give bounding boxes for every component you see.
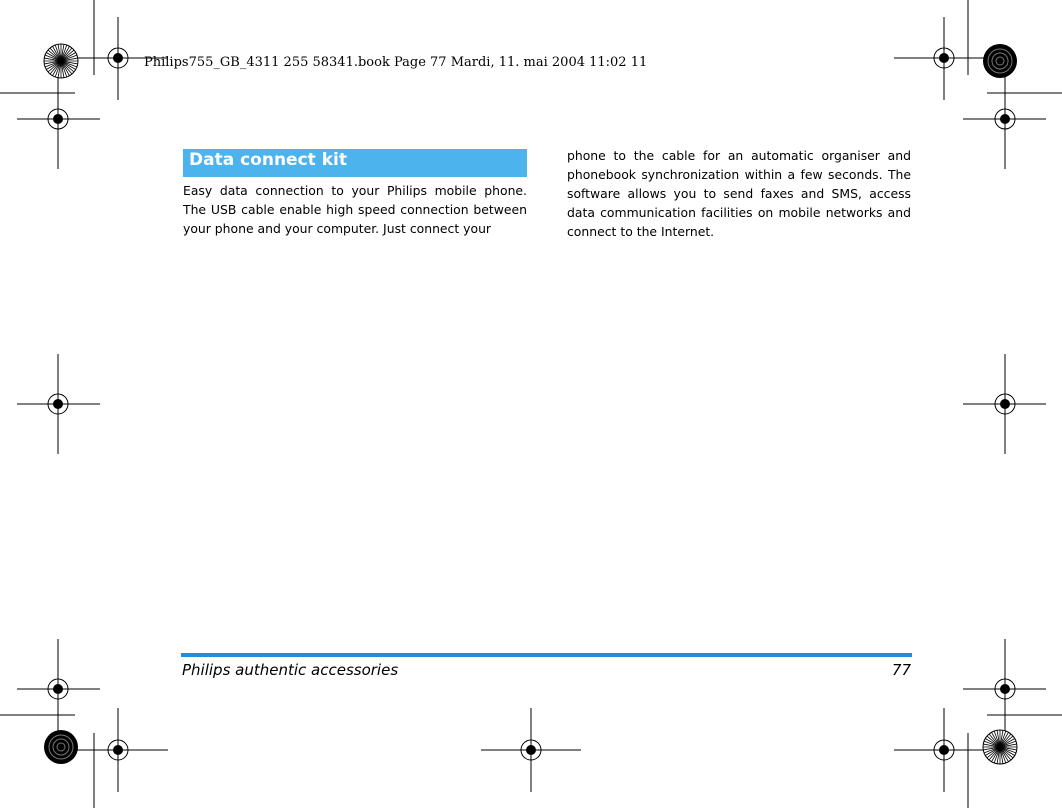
page-number: 77 (891, 661, 911, 679)
body-text-right-column: phone to the cable for an automatic organiser and phonebook synchronization within a few seconds. The software allows you to send faxes and SMS, access data communication facilities on mobile networks and connect to the Internet. (567, 148, 911, 239)
concentric-target-icon (44, 730, 78, 764)
star-target-icon (44, 44, 78, 78)
star-target-icon (983, 730, 1017, 764)
section-title: Data connect kit (183, 149, 527, 177)
footer-title: Philips authentic accessories (182, 661, 399, 679)
concentric-target-icon (983, 44, 1017, 78)
footer-rule (181, 653, 912, 657)
print-stamp: Philips755_GB_4311 255 58341.book Page 77 Mardi, 11. mai 2004 11:02 11 (144, 55, 648, 70)
body-text-left-column: Easy data connection to your Philips mobile phone. The USB cable enable high speed connection between your phone and your computer. Just connect your (183, 183, 527, 236)
